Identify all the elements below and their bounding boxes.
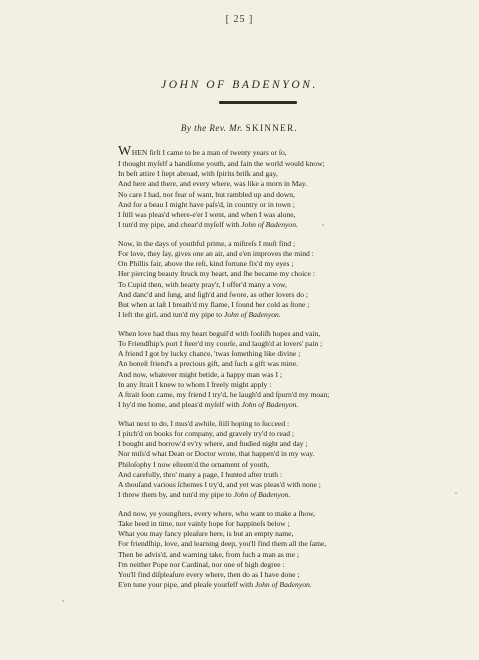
verse-text: What next to do, I mus'd awhile, ſtill hoping to ſucceed : [118,418,290,428]
verse-line [118,529,438,539]
verse-text: And now, ye youngſters, every where, who want to make a ſhow, [118,508,316,518]
verse-line [118,179,438,189]
refrain-title: John of Badenyon. [241,400,299,410]
stanza [118,239,438,321]
verse-text: E'en tune your pipe, and pleaſe yourſelf with [118,580,255,590]
verse-line [118,200,438,210]
byline [0,123,479,133]
title-rule [219,101,297,104]
verse-text: I bought and borrow'd ev'ry where, and ſtudied night and day ; [118,439,308,449]
verse-text: And now, whatever might betide, a happy man was I ; [118,369,282,379]
verse-line [118,169,438,179]
verse-text: I ſtill was pleas'd where-e'er I went, and when I was alone, [118,209,296,219]
verse-line [118,470,438,480]
verse-line [118,550,438,560]
verse-text: I tun'd my pipe, and chear'd myſelf with [118,220,242,230]
verse-line [118,509,438,519]
verse-text: In any ſtrait I knew to whom I freely might apply : [118,379,272,389]
verse-line [118,419,438,429]
verse-text: What you may fancy pleaſure here, is but an empty name, [118,529,294,539]
refrain-title: John of Badenyon. [254,580,312,590]
verse-line [118,429,438,439]
paper-speck [455,492,457,494]
verse-line [118,329,438,339]
verse-line [118,159,438,169]
verse-line [118,519,438,529]
verse-line [118,380,438,390]
page-number: [ 25 ] [225,14,254,25]
paper-speck [322,224,324,226]
verse-line [118,269,438,279]
verse-text: Philoſophy I now eſteem'd the ornament of youth, [118,459,270,469]
verse-line [118,190,438,200]
verse-line [118,220,438,230]
verse-line [118,145,438,159]
verse-line [118,439,438,449]
verse-line [118,390,438,400]
verse-text: Take heed in time, nor vainly hope for happineſs below ; [118,519,290,528]
verse-line [118,359,438,369]
verse-line [118,290,438,300]
verse-text: HEN firſt I came to be a man of twenty years or ſo, [131,148,287,157]
verse-line [118,570,438,580]
verse-text: I pitch'd on books for company, and gravely try'd to read ; [118,429,295,438]
verse-text: A thouſand various ſchemes I try'd, and yet was pleas'd with none ; [118,479,321,489]
poem-body [118,145,438,599]
verse-text: To Cupid then, with hearty pray'r, I offer'd many a vow, [118,279,287,289]
verse-line [118,259,438,269]
refrain-title: John of Badenyon. [241,220,298,230]
verse-text: I thought myſelf a handſome youth, and fain the world would know; [118,159,325,168]
verse-text: And for a beau I might have paſs'd, in country or in town ; [118,199,295,209]
verse-text: Her piercing beauty ſtruck my heart, and ſhe became my choice : [118,269,315,279]
verse-line [118,349,438,359]
poem-title: JOHN OF BADENYON. [161,79,318,91]
drop-cap: W [118,144,132,159]
verse-line [118,580,438,590]
verse-text: But when at laſt I breath'd my flame, I found her cold as ſtone ; [118,299,310,309]
verse-line [118,490,438,500]
verse-text: I threw them by, and tun'd my pipe to [118,490,234,500]
verse-text: And danc'd and ſung, and ſigh'd and ſwore, as other lovers do ; [118,289,309,299]
stanza [118,145,438,230]
verse-text: A friend I got by lucky chance, 'twas ſomething like divine ; [118,349,301,359]
verse-line [118,560,438,570]
verse-line [118,300,438,310]
verse-text: For love, they ſay, gives one an air, and e'en improves the mind : [118,249,314,258]
verse-text: I left the girl, and tun'd my pipe to [118,310,224,320]
byline-prefix: By the Rev. Mr. [180,123,243,133]
verse-text: No care I had, nor fear of want, but rambled up and down, [118,189,295,199]
stanza [118,419,438,501]
verse-text: In beſt attire I ſtept abroad, with ſpirits briſk and gay, [118,169,278,179]
verse-line [118,370,438,380]
paper-speck [62,600,64,602]
verse-text: A ſtrait ſoon came, my friend I try'd, he laugh'd and ſpurn'd my moan; [118,389,330,399]
verse-text: On Phillis fair, above the reſt, kind fortune fix'd my eyes ; [118,259,294,269]
stanza [118,329,438,411]
verse-line [118,400,438,410]
verse-line [118,280,438,290]
verse-line [118,249,438,259]
verse-line [118,449,438,459]
verse-text: And carefully, thro' many a page, I hunted after truth : [118,469,283,479]
byline-author: SKINNER. [245,123,299,133]
verse-text: And here and there, and every where, was like a morn in May. [118,179,308,189]
verse-text: Then be advis'd, and warning take, from ſuch a man as me ; [118,549,300,559]
verse-text: I hy'd me home, and pleas'd myſelf with [118,400,242,410]
verse-text: When love had thus my heart beguil'd with fooliſh hopes and vain, [118,328,321,338]
verse-line [118,210,438,220]
verse-line [118,480,438,490]
verse-line [118,310,438,320]
verse-text: Nor miſs'd what Dean or Doctor wrote, that happen'd in my way. [118,449,315,459]
verse-line [118,239,438,249]
verse-text: To Friendſhip's port I ſteer'd my courſe, and laugh'd at lovers' pain ; [118,339,323,348]
verse-text: I'm neither Pope nor Cardinal, nor one of high degree : [118,559,285,569]
verse-text: Now, in the days of youthful prime, a miſtreſs I muſt find ; [118,238,296,248]
verse-line [118,539,438,549]
verse-text: You'll find diſpleaſure every where, then do as I have done ; [118,569,300,579]
verse-line [118,339,438,349]
refrain-title: John of Badenyon. [223,310,281,320]
stanza [118,509,438,591]
verse-text: For friendſhip, love, and learning deep, you'll find them all the ſame, [118,539,327,549]
refrain-title: John of Badenyon. [233,490,291,500]
verse-text: An honeſt friend's a precious gift, and ſuch a gift was mine. [118,359,298,369]
verse-line [118,460,438,470]
